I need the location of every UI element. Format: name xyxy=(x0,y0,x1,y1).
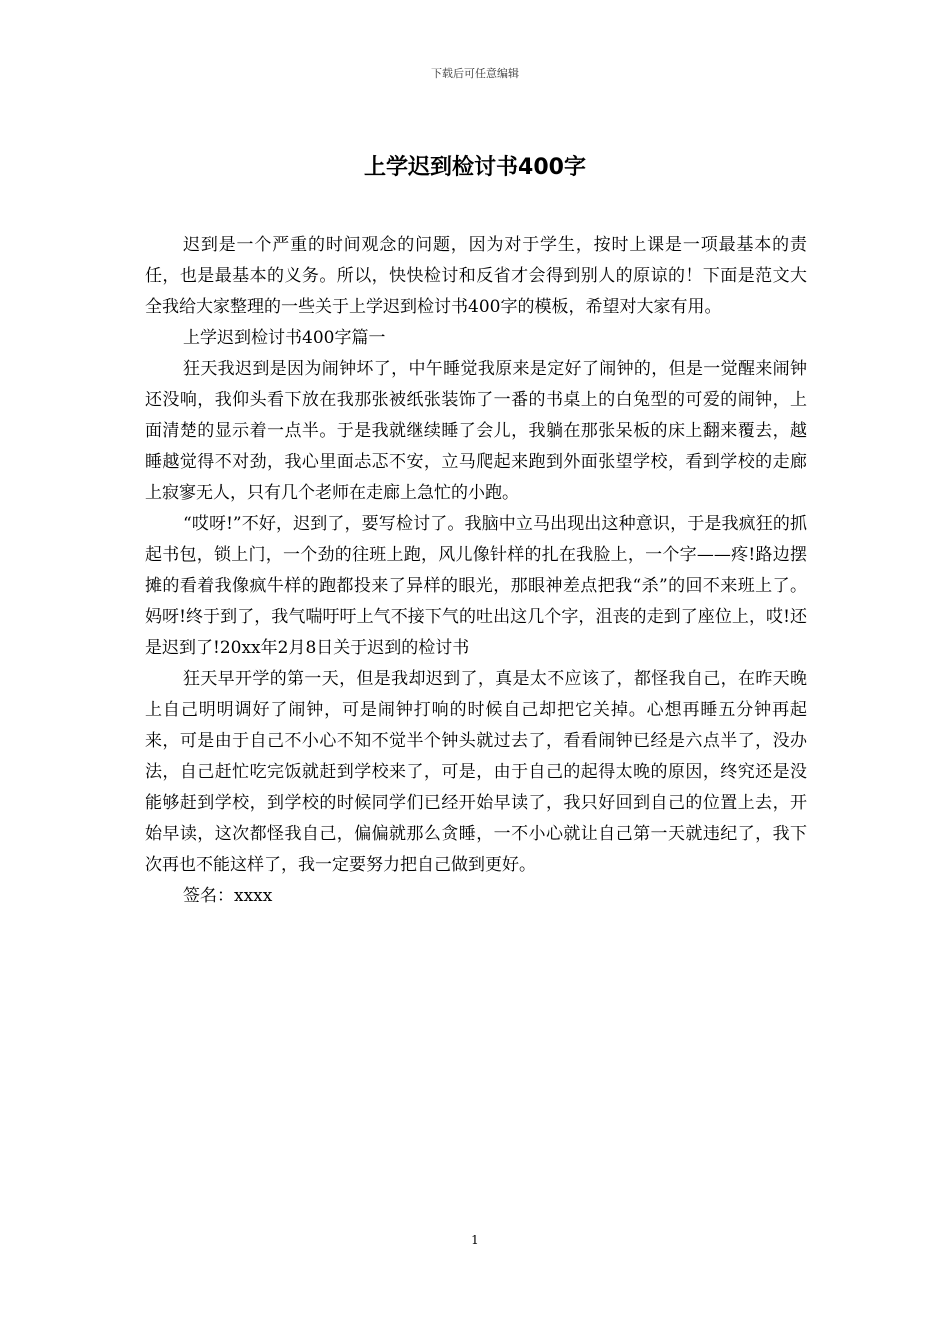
body-paragraph: “哎呀!”不好，迟到了，要写检讨了。我脑中立马出现出这种意识，于是我疯狂的抓起书包，锁上门，一个劲的往班上跑，风儿像针样的扎在我脸上，一个字——疼!路边摆摊的看着我像疯牛样的跑都投来了异样的眼光，那眼神差点把我“杀”的回不来班上了。妈呀!终于到了，我气喘吁吁上气不接下气的吐出这几个字，沮丧的走到了座位上，哎!还是迟到了!20xx年2月8日关于迟到的检讨书 xyxy=(145,514,807,658)
intro-paragraph: 迟到是一个严重的时间观念的问题，因为对于学生，按时上课是一项最基本的责任，也是最基本的义务。所以，快快检讨和反省才会得到别人的原谅的！下面是范文大全我给大家整理的一些关于上学迟到检讨书400字的模板，希望对大家有用。 xyxy=(145,235,807,317)
body-paragraph: 狂天早开学的第一天，但是我却迟到了，真是太不应该了，都怪我自己，在昨天晚上自己明明调好了闹钟，可是闹钟打响的时候自己却把它关掉。心想再睡五分钟再起来，可是由于自己不小心不知不觉半个钟头就过去了，看看闹钟已经是六点半了，没办法，自己赶忙吃完饭就赶到学校来了，可是，由于自己的起得太晚的原因，终究还是没能够赶到学校，到学校的时候同学们已经开始早读了，我只好回到自己的位置上去，开始早读，这次都怪我自己，偏偏就那么贪睡，一不小心就让自己第一天就违纪了，我下次再也不能这样了，我一定要努力把自己做到更好。 xyxy=(145,669,807,875)
page-number: 1 xyxy=(471,1233,479,1247)
page-header: 下载后可任意编辑 xyxy=(431,67,519,80)
section-heading: 上学迟到检讨书400字篇一 xyxy=(183,328,386,348)
document-title: 上学迟到检讨书400字 xyxy=(364,155,586,180)
signature-line: 签名：xxxx xyxy=(183,886,273,906)
body-paragraph: 狂天我迟到是因为闹钟坏了，中午睡觉我原来是定好了闹钟的，但是一觉醒来闹钟还没响，我仰头看下放在我那张被纸张装饰了一番的书桌上的白兔型的可爱的闹钟，上面清楚的显示着一点半。于是我就继续睡了会儿，我躺在那张呆板的床上翻来覆去，越睡越觉得不对劲，我心里面忐忑不安，立马爬起来跑到外面张望学校，看到学校的走廊上寂寥无人，只有几个老师在走廊上急忙的小跑。 xyxy=(145,359,807,503)
document-body xyxy=(145,230,807,912)
